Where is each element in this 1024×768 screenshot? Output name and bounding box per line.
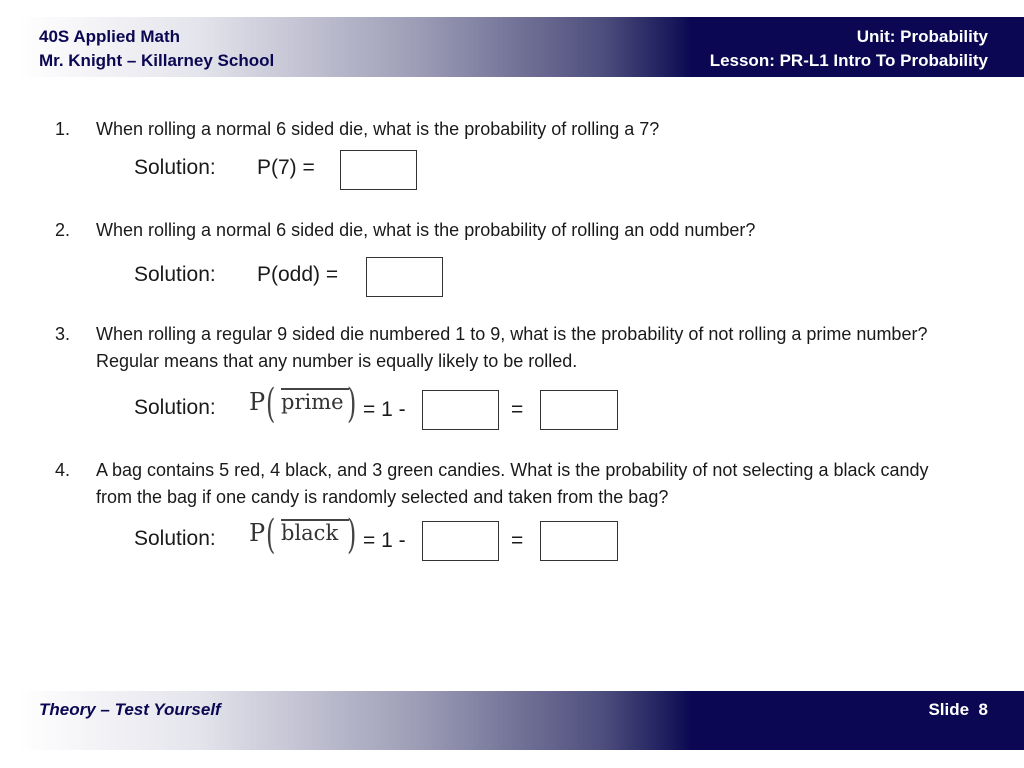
- question-text: When rolling a regular 9 sided die numbered 1 to 9, what is the probability of not rolling a prime number? Regular means that any number is equally likely to be rolled.: [96, 324, 928, 371]
- solution-expression: P(odd) =: [257, 263, 339, 286]
- complement-event: prime: [281, 390, 344, 414]
- left-paren: (: [266, 512, 276, 558]
- probability-symbol: P: [249, 388, 266, 416]
- answer-box[interactable]: [422, 390, 499, 430]
- question-text: When rolling a normal 6 sided die, what is the probability of rolling a 7?: [96, 119, 660, 139]
- question-number: 3.: [55, 324, 71, 344]
- right-paren: ): [347, 381, 357, 427]
- question-text: When rolling a normal 6 sided die, what is the probability of rolling an odd number?: [96, 220, 756, 240]
- solution-label: Solution:: [134, 396, 216, 419]
- unit-title: Unit: Probability: [856, 27, 988, 46]
- solution-2: [0, 257, 1024, 301]
- probability-symbol: P: [249, 519, 266, 547]
- right-paren: ): [347, 512, 357, 558]
- solution-label: Solution:: [134, 156, 216, 179]
- one-minus: = 1 -: [363, 398, 406, 421]
- header-right: [710, 25, 988, 73]
- slide-number: Slide 8: [928, 700, 988, 719]
- answer-box[interactable]: [366, 257, 443, 297]
- header-banner: [17, 17, 1024, 77]
- question-number: 4.: [55, 460, 71, 480]
- course-title: 40S Applied Math: [39, 27, 181, 46]
- solution-3: [0, 381, 1024, 434]
- answer-box[interactable]: [340, 150, 417, 190]
- one-minus: = 1 -: [363, 529, 406, 552]
- lesson-title: Lesson: PR-L1 Intro To Probability: [709, 51, 988, 70]
- complement-probability: [249, 381, 361, 432]
- solution-4: [0, 512, 1024, 565]
- question-number: 2.: [55, 220, 71, 240]
- solution-label: Solution:: [134, 263, 216, 286]
- question-number: 1.: [55, 119, 71, 139]
- footer-banner: [17, 691, 1024, 750]
- section-title: Theory – Test Yourself: [39, 700, 221, 719]
- answer-box[interactable]: [540, 521, 618, 561]
- teacher-name: Mr. Knight – Killarney School: [39, 51, 275, 70]
- solution-1: [0, 150, 1024, 194]
- solution-expression: P(7) =: [257, 156, 315, 179]
- complement-event: black: [281, 521, 339, 545]
- equals-sign: =: [511, 398, 524, 421]
- question-text: A bag contains 5 red, 4 black, and 3 green candies. What is the probability of not selecting a black candy from the bag if one candy is randomly selected and taken from the bag?: [96, 460, 929, 507]
- solution-label: Solution:: [134, 527, 216, 550]
- answer-box[interactable]: [540, 390, 618, 430]
- equals-sign: =: [511, 529, 524, 552]
- header-left: [39, 25, 274, 73]
- answer-box[interactable]: [422, 521, 499, 561]
- complement-probability: [249, 512, 361, 563]
- left-paren: (: [266, 381, 276, 427]
